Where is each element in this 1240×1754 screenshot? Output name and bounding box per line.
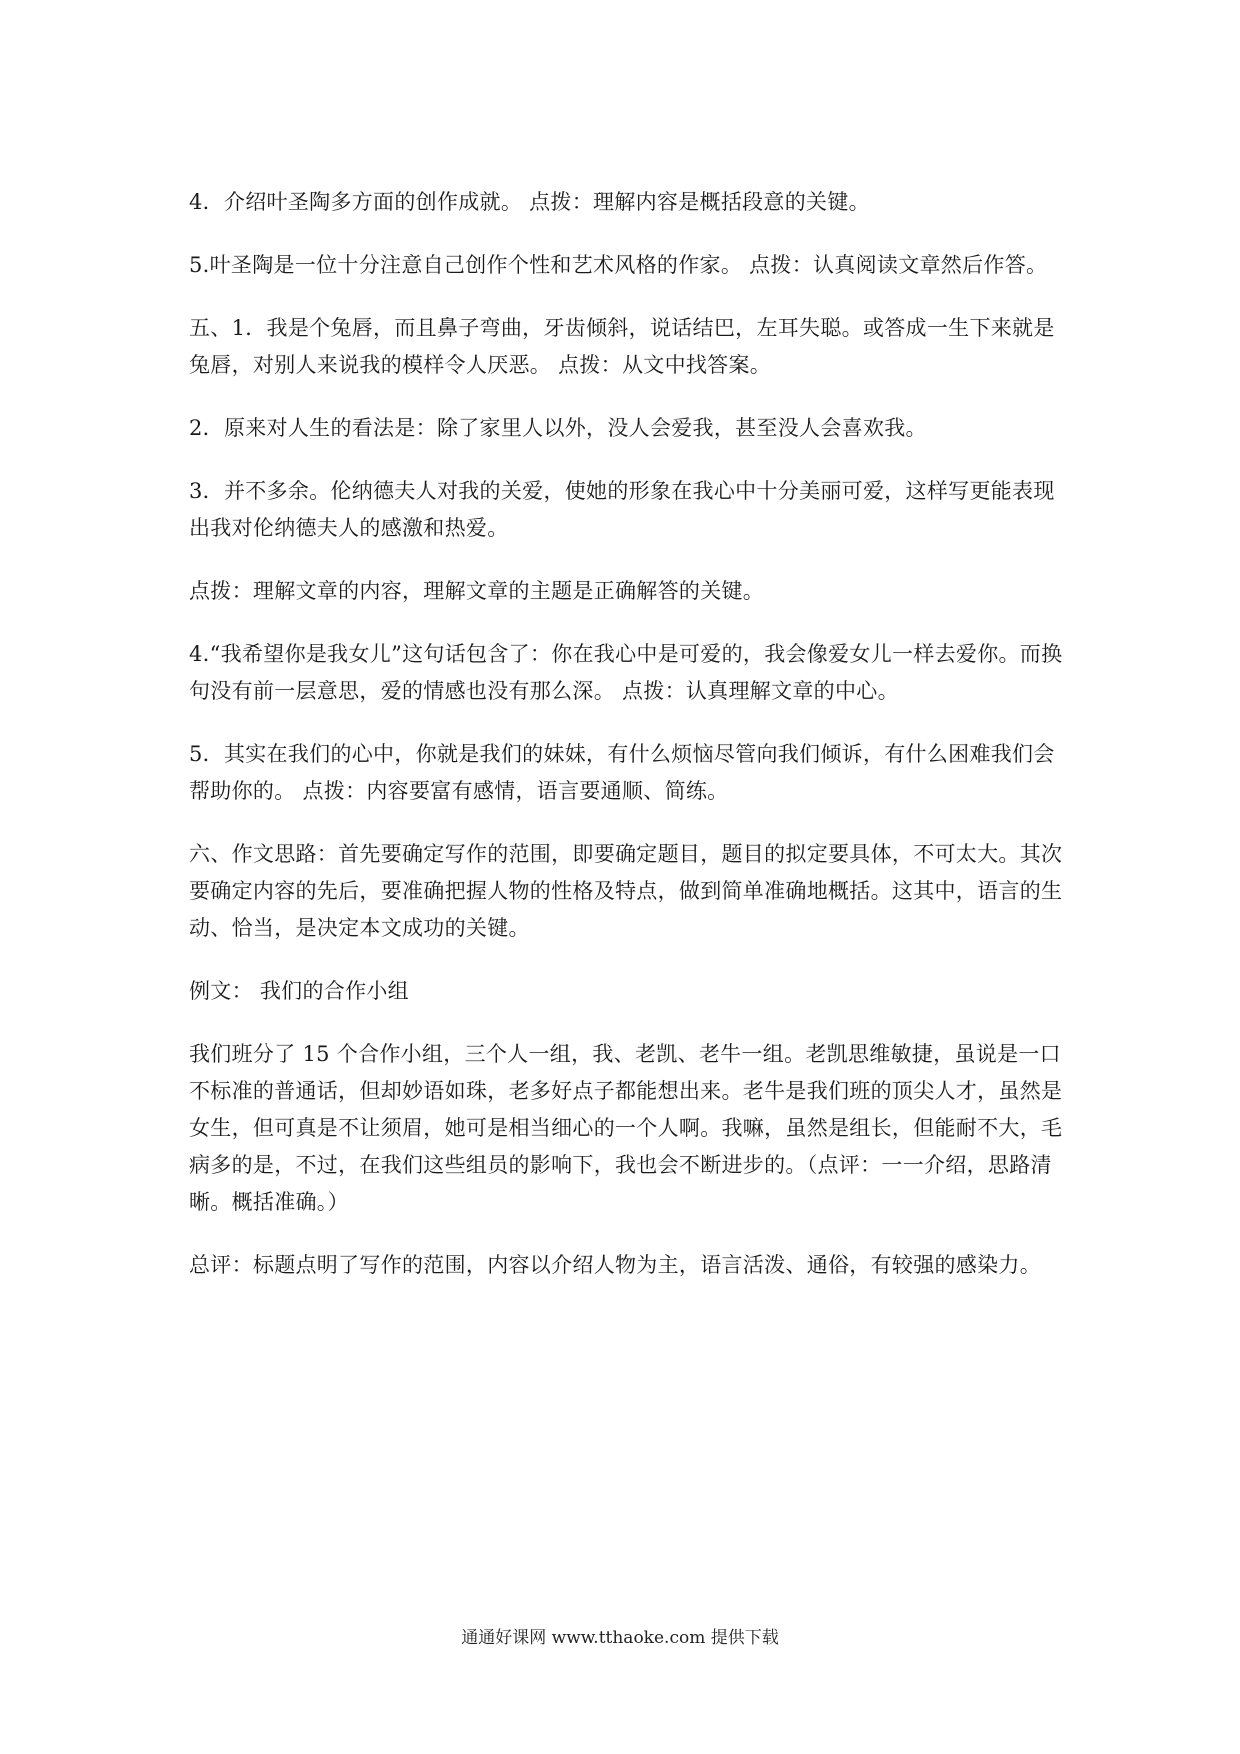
page-footer: 通通好课网 www.tthaoke.com 提供下载 [461,1628,779,1648]
answer-paragraph: 4．介绍叶圣陶多方面的创作成就。 点拨：理解内容是概括段意的关键。 [189,190,870,214]
document-body [189,184,1069,1310]
answer-paragraph: 3．并不多余。伦纳德夫人对我的关爱，使她的形象在我心中十分美丽可爱，这样写更能表现出我对伦纳德夫人的感激和热爱。 [189,479,1055,540]
answer-paragraph: 5.叶圣陶是一位十分注意自己创作个性和艺术风格的作家。 点拨：认真阅读文章然后作答。 [189,253,1048,277]
overall-comment: 总评：标题点明了写作的范围，内容以介绍人物为主，语言活泼、通俗，有较强的感染力。 [189,1253,1041,1277]
example-essay-title: 例文： 我们的合作小组 [189,979,409,1003]
essay-guidance-paragraph: 六、作文思路：首先要确定写作的范围，即要确定题目，题目的拟定要具体，不可太大。其次要确定内容的先后，要准确把握人物的性格及特点，做到简单准确地概括。这其中，语言的生动、恰当，是决定本文成功的关键。 [189,842,1063,940]
hint-paragraph: 点拨：理解文章的内容，理解文章的主题是正确解答的关键。 [189,579,765,603]
answer-paragraph: 5．其实在我们的心中，你就是我们的妹妹，有什么烦恼尽管向我们倾诉，有什么困难我们会帮助你的。 点拨：内容要富有感情，语言要通顺、简练。 [189,742,1055,803]
answer-paragraph: 五、1．我是个兔唇，而且鼻子弯曲，牙齿倾斜，说话结巴，左耳失聪。或答成一生下来就是兔唇，对别人来说我的模样令人厌恶。 点拨：从文中找答案。 [189,316,1055,377]
answer-paragraph: 2．原来对人生的看法是：除了家里人以外，没人会爱我，甚至没人会喜欢我。 [189,416,927,440]
example-essay-body: 我们班分了 15 个合作小组，三个人一组，我、老凯、老牛一组。老凯思维敏捷，虽说是一口不标准的普通话，但却妙语如珠，老多好点子都能想出来。老牛是我们班的顶尖人才，虽然是女生，但可真是不让须眉，她可是相当细心的一个人啊。我嘛，虽然是组长，但能耐不大，毛病多的是，不过，在我们这些组员的影响下，我也会不断进步的。（点评：一一介绍，思路清晰。概括准确。） [189,1042,1063,1214]
answer-paragraph: 4.“我希望你是我女儿”这句话包含了：你在我心中是可爱的，我会像爱女儿一样去爱你。而换句没有前一层意思，爱的情感也没有那么深。 点拨：认真理解文章的中心。 [189,642,1063,703]
